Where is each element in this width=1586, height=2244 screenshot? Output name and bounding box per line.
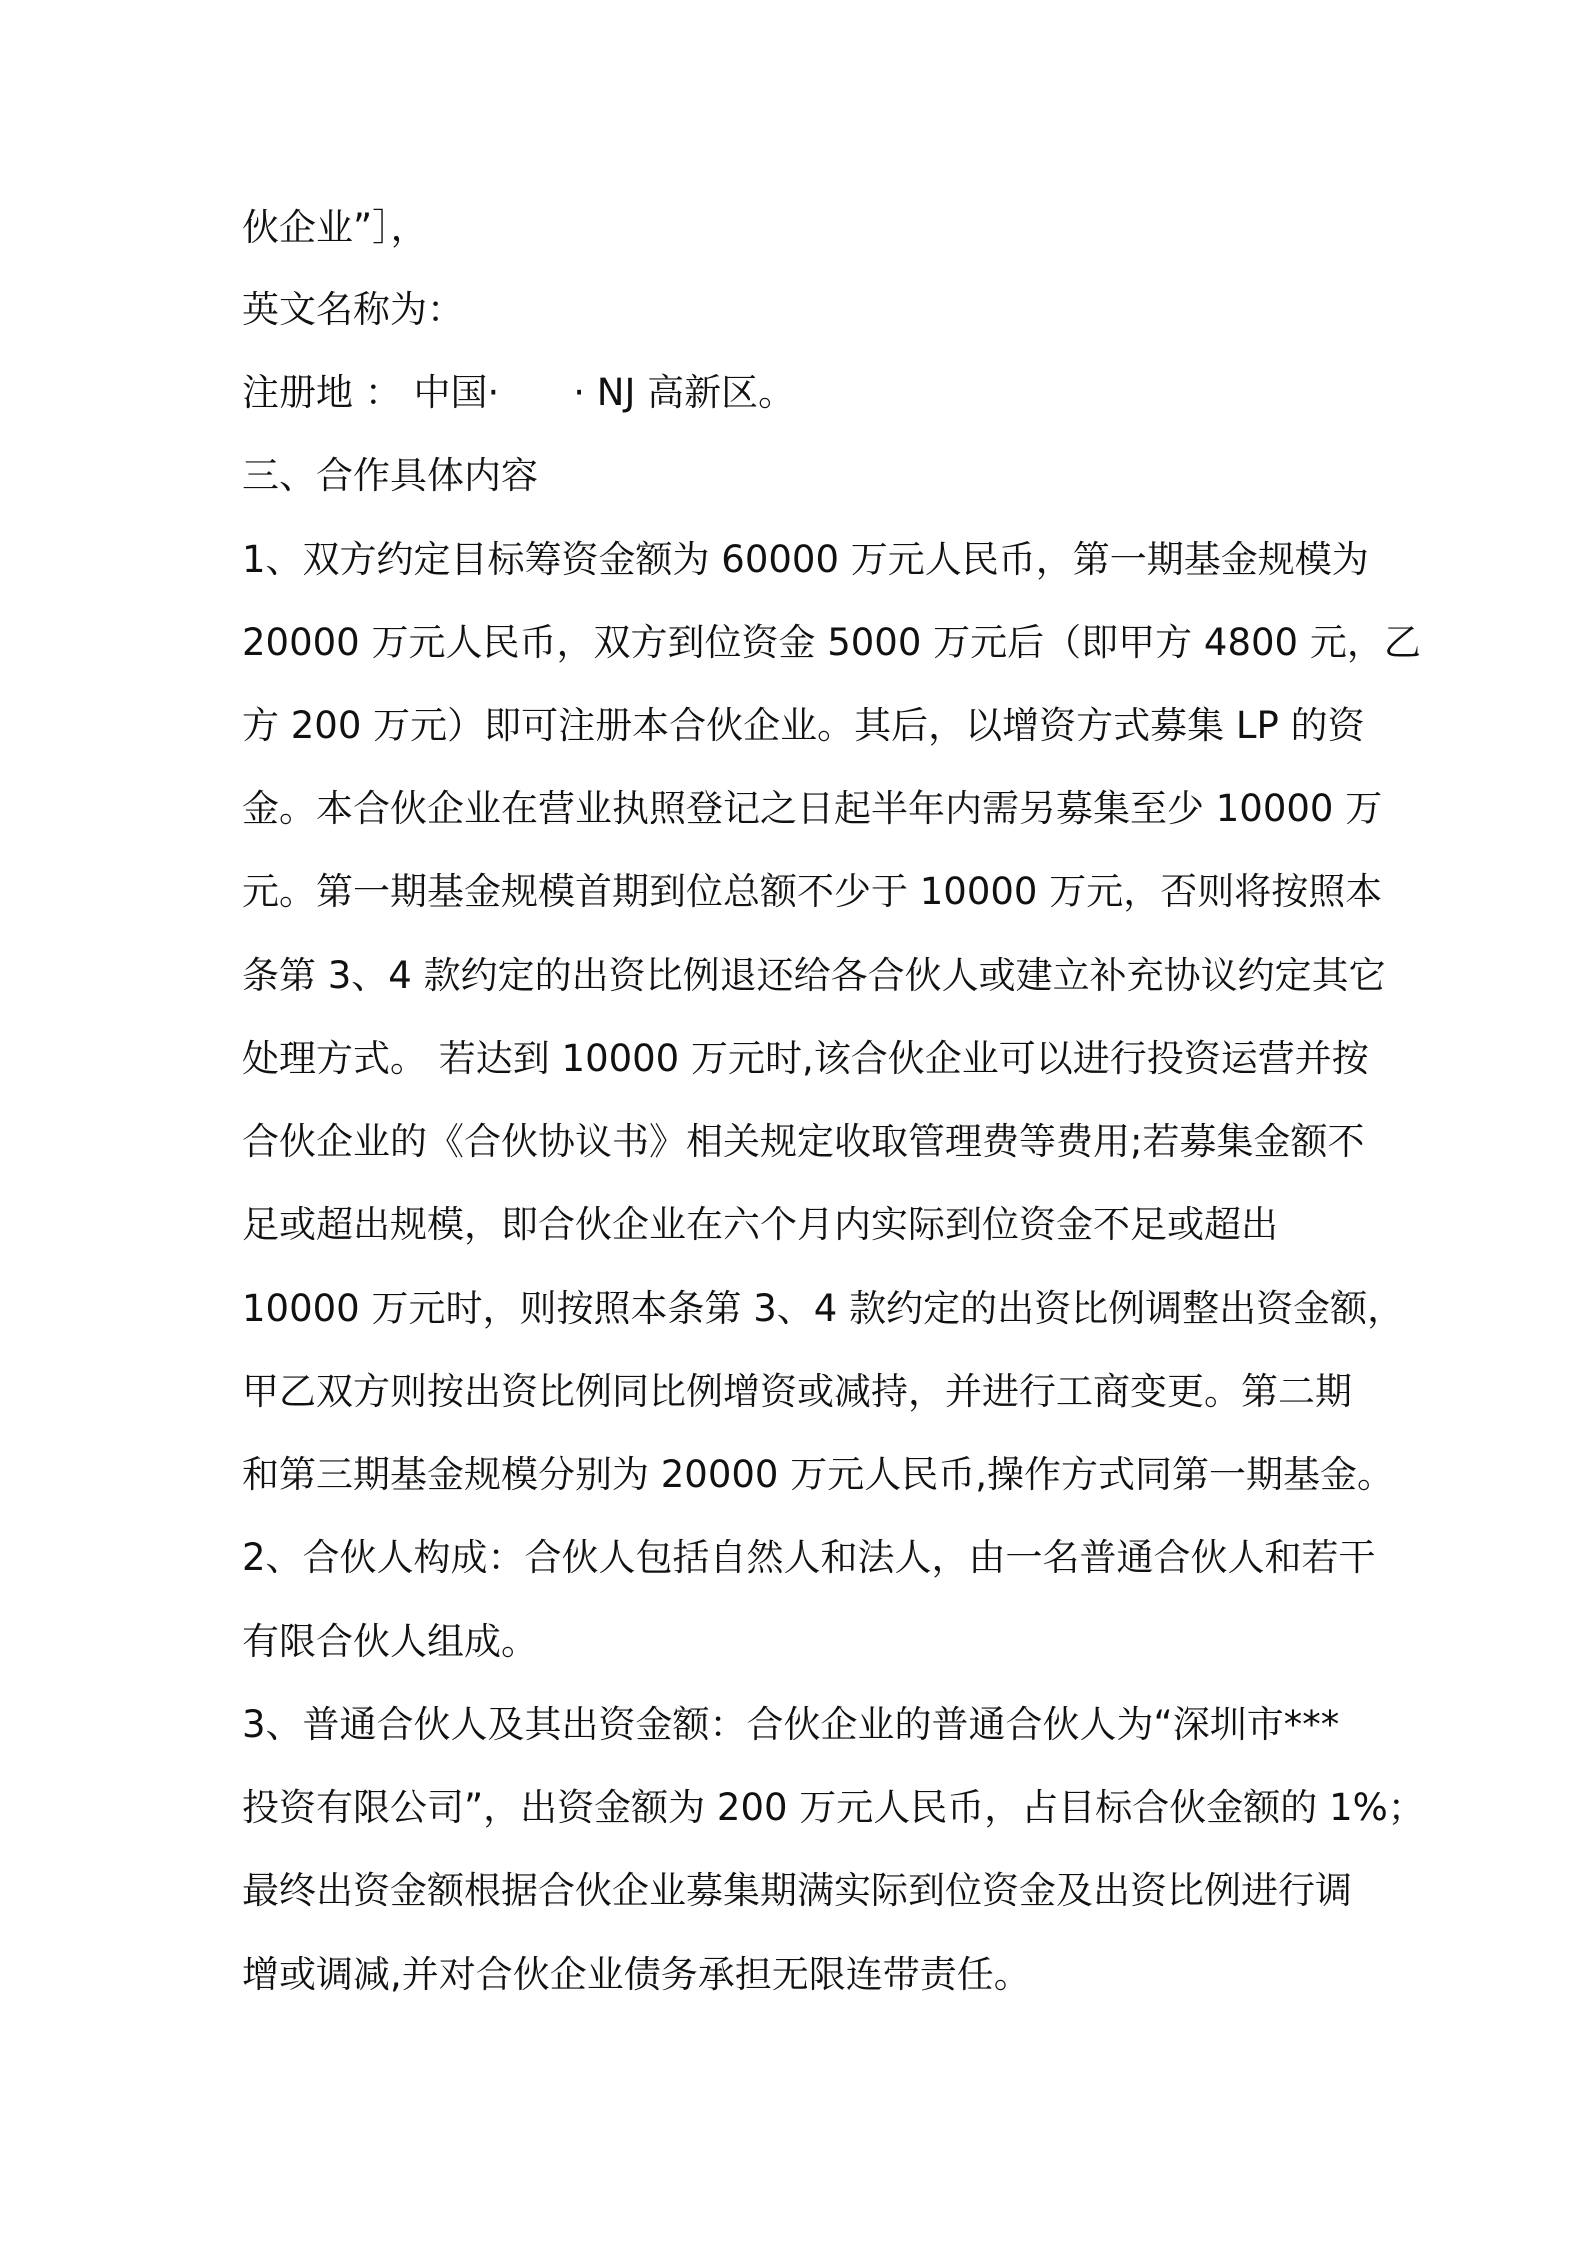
text-line: 处理方式。 若达到 10000 万元时,该合伙企业可以进行投资运营并按 [242,1037,1369,1080]
text-line: 投资有限公司”，出资金额为 200 万元人民币，占目标合伙金额的 1%； [242,1786,1425,1829]
section-heading: 三、合作具体内容 [242,454,538,497]
text-line: 20000 万元人民币，双方到位资金 5000 万元后（即甲方 4800 元，乙 [242,621,1421,664]
text-line: 2、合伙人构成：合伙人包括自然人和法人，由一名普通合伙人和若干 [242,1536,1376,1579]
text-line: 注册地 ： 中国· · NJ 高新区。 [242,371,796,414]
text-line: 有限合伙人组成。 [242,1620,538,1663]
text-line: 10000 万元时，则按照本条第 3、4 款约定的出资比例调整出资金额， [242,1287,1405,1330]
text-line: 最终出资金额根据合伙企业募集期满实际到位资金及出资比例进行调 [242,1869,1352,1912]
text-line: 条第 3、4 款约定的出资比例退还给各合伙人或建立补充协议约定其它 [242,954,1386,997]
text-line: 和第三期基金规模分别为 20000 万元人民币,操作方式同第一期基金。 [242,1453,1394,1496]
text-line: 英文名称为： [242,288,464,331]
text-line: 足或超出规模，即合伙企业在六个月内实际到位资金不足或超出 [242,1203,1278,1246]
text-line: 金。本合伙企业在营业执照登记之日起半年内需另募集至少 10000 万 [242,787,1383,830]
text-line: 3、普通合伙人及其出资金额：合伙企业的普通合伙人为“深圳市*** [242,1703,1340,1746]
text-line: 1、双方约定目标筹资金额为 60000 万元人民币，第一期基金规模为 [242,538,1369,581]
text-line: 合伙企业的《合伙协议书》相关规定收取管理费等费用;若募集金额不 [242,1120,1365,1163]
text-line: 伙企业”］， [242,206,428,249]
text-line: 方 200 万元）即可注册本合伙企业。其后，以增资方式募集 LP 的资 [242,704,1365,747]
text-line: 增或调减,并对合伙企业债务承担无限连带责任。 [242,1953,1031,1996]
text-line: 元。第一期基金规模首期到位总额不少于 10000 万元，否则将按照本 [242,870,1383,913]
text-line: 甲乙双方则按出资比例同比例增资或减持，并进行工商变更。第二期 [242,1370,1352,1413]
